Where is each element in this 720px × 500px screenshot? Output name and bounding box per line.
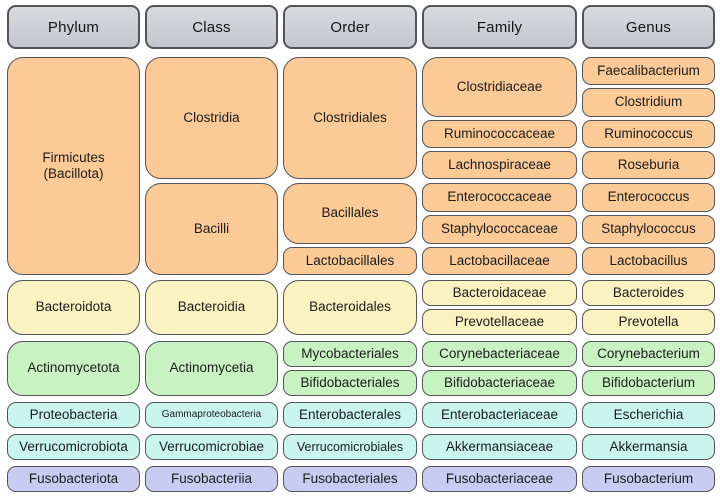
taxon-box-akkermansia: Akkermansia	[582, 434, 715, 460]
taxon-box-ruminococcus: Ruminococcus	[582, 120, 715, 148]
taxon-box-lactobacillaceae: Lactobacillaceae	[422, 247, 577, 275]
taxon-box-lactobacillus: Lactobacillus	[582, 247, 715, 275]
taxon-box-verrucomicrobiales: Verrucomicrobiales	[283, 434, 417, 460]
taxon-box-fusobacteriia: Fusobacteriia	[145, 466, 278, 492]
taxon-box-bifidobacteriaceae: Bifidobacteriaceae	[422, 370, 577, 396]
taxon-box-corynebacteriaceae: Corynebacteriaceae	[422, 341, 577, 367]
taxon-box-enterococcus: Enterococcus	[582, 183, 715, 212]
taxon-box-staphylococcaceae: Staphylococcaceae	[422, 215, 577, 244]
taxon-box-faecalibacterium: Faecalibacterium	[582, 57, 715, 85]
taxon-box-bacteroidia: Bacteroidia	[145, 280, 278, 335]
taxon-box-enterobacteriaceae: Enterobacteriaceae	[422, 402, 577, 428]
taxon-box-bacillales: Bacillales	[283, 183, 417, 244]
taxon-box-bacilli: Bacilli	[145, 183, 278, 275]
taxon-box-akkermansiaceae: Akkermansiaceae	[422, 434, 577, 460]
taxon-box-staphylococcus: Staphylococcus	[582, 215, 715, 244]
taxon-box-clostridium: Clostridium	[582, 88, 715, 117]
taxon-box-proteobacteria: Proteobacteria	[7, 402, 140, 428]
taxon-box-prevotella: Prevotella	[582, 309, 715, 335]
taxon-box-enterococcaceae: Enterococcaceae	[422, 183, 577, 212]
taxon-box-clostridiaceae: Clostridiaceae	[422, 57, 577, 117]
taxon-box-roseburia: Roseburia	[582, 151, 715, 179]
column-header-phylum: Phylum	[7, 5, 140, 49]
taxon-box-lachnospiraceae: Lachnospiraceae	[422, 151, 577, 179]
taxon-box-bacteroidota: Bacteroidota	[7, 280, 140, 335]
column-header-order: Order	[283, 5, 417, 49]
taxon-box-bifidobacteriales: Bifidobacteriales	[283, 370, 417, 396]
taxon-box-escherichia: Escherichia	[582, 402, 715, 428]
taxon-box-mycobacteriales: Mycobacteriales	[283, 341, 417, 367]
taxon-box-fusobacteriota: Fusobacteriota	[7, 466, 140, 492]
taxon-box-fusobacteriales: Fusobacteriales	[283, 466, 417, 492]
taxon-box-clostridiales: Clostridiales	[283, 57, 417, 179]
taxon-box-actinomycetia: Actinomycetia	[145, 341, 278, 396]
taxon-box-verrucomicrobiota: Verrucomicrobiota	[7, 434, 140, 460]
taxon-box-fusobacteriaceae: Fusobacteriaceae	[422, 466, 577, 492]
column-header-genus: Genus	[582, 5, 715, 49]
taxon-box-enterobacterales: Enterobacterales	[283, 402, 417, 428]
taxon-box-actinomycetota: Actinomycetota	[7, 341, 140, 396]
column-header-class: Class	[145, 5, 278, 49]
taxon-box-clostridia: Clostridia	[145, 57, 278, 179]
taxon-box-verrucomicrobiae: Verrucomicrobiae	[145, 434, 278, 460]
taxon-box-gammaproteobacteria: Gammaproteobacteria	[145, 402, 278, 428]
taxon-box-bacteroidales: Bacteroidales	[283, 280, 417, 335]
taxon-box-bifidobacterium: Bifidobacterium	[582, 370, 715, 396]
taxon-box-bacteroides: Bacteroides	[582, 280, 715, 306]
taxon-box-prevotellaceae: Prevotellaceae	[422, 309, 577, 335]
taxon-box-lactobacillales: Lactobacillales	[283, 247, 417, 275]
taxon-box-bacteroidaceae: Bacteroidaceae	[422, 280, 577, 306]
taxon-box-fusobacterium: Fusobacterium	[582, 466, 715, 492]
column-header-family: Family	[422, 5, 577, 49]
taxon-box-ruminococcaceae: Ruminococcaceae	[422, 120, 577, 148]
taxon-box-corynebacterium: Corynebacterium	[582, 341, 715, 367]
taxon-box-firmicutes-bacillota: Firmicutes (Bacillota)	[7, 57, 140, 275]
